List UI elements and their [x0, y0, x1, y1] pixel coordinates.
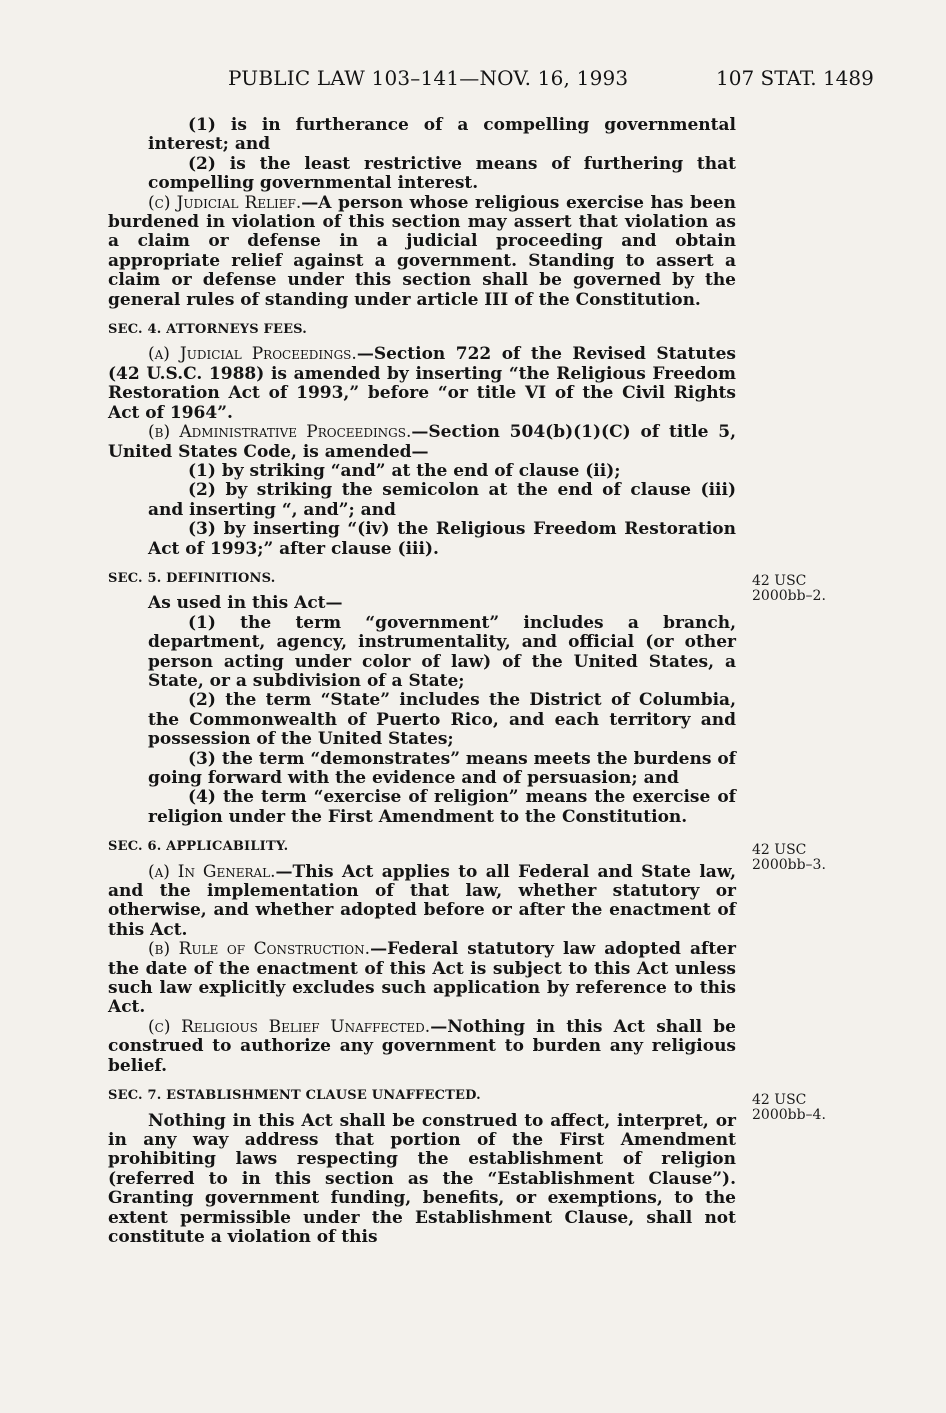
- paragraph-definitions-intro: As used in this Act—: [148, 593, 343, 614]
- paragraph-clause-1: (1) is in furtherance of a compelling governmental interest; and: [148, 115, 736, 155]
- paragraph-judicial-proceedings: [108, 345, 736, 423]
- subsection-heading: (a) In General.: [148, 861, 276, 882]
- paragraph-in-general: [108, 863, 736, 941]
- paragraph-amend-2: (2) by striking the semicolon at the end of clause (iii) and inserting “, and”; and: [148, 480, 736, 520]
- section-heading-5: SEC. 5. DEFINITIONS.: [108, 570, 276, 586]
- paragraph-text: —Nothing in this Act shall be construed to authorize any government to burden any religious belief.: [108, 1016, 736, 1076]
- paragraph-text: —A person whose religious exercise has been burdened in violation of this section may assert that violation as a claim or defense in a judicial proceeding and obtain appropriate relief against a government. Standing to assert a claim or defense under this section shall be governed by the general rules of standing under article III of the Constitution.: [108, 192, 736, 310]
- subsection-heading: (b) Administrative Proceedings.: [148, 422, 412, 443]
- paragraph-judicial-relief: [108, 194, 736, 310]
- subsection-heading: (a) Judicial Proceedings.: [148, 344, 357, 365]
- margin-note-line: 2000bb–4.: [752, 1107, 826, 1123]
- paragraph-text: —This Act applies to all Federal and State law, and the implementation of that law, whether statutory or otherwise, and whether adopted before or after the enactment of this Act.: [108, 861, 736, 940]
- paragraph-definition-3: (3) the term “demonstrates” means meets the burdens of going forward with the evidence and of persuasion; and: [148, 748, 736, 788]
- paragraph-definition-1: (1) the term “government” includes a branch, department, agency, instrumentality, and official (or other person acting under color of law) of the United States, a State, or a subdivision of a State;: [148, 612, 736, 691]
- subsection-heading: (c) Religious Belief Unaffected.: [148, 1016, 431, 1037]
- margin-note-sec5: [752, 574, 826, 604]
- paragraph-text: —Section 722 of the Revised Statutes (42 U.S.C. 1988) is amended by inserting “the Religious Freedom Restoration Act of 1993,” before “or title VI of the Civil Rights Act of 1964”.: [108, 344, 736, 423]
- margin-note-line: 42 USC: [752, 842, 807, 858]
- paragraph-administrative-proceedings: [108, 423, 736, 462]
- paragraph-text: —Section 504(b)(1)(C) of title 5, United States Code, is amended—: [108, 422, 736, 462]
- paragraph-clause-2: (2) is the least restrictive means of furthering that compelling governmental interest.: [148, 153, 736, 194]
- paragraph-text: —Federal statutory law adopted after the date of the enactment of this Act is subject to this Act unless such law explicitly excludes such application by reference to this Act.: [108, 939, 736, 1018]
- subsection-heading: (b) Rule of Construction.: [148, 939, 371, 960]
- paragraph-definition-4: (4) the term “exercise of religion” means the exercise of religion under the First Amendment to the Constitution.: [148, 787, 736, 827]
- paragraph-amend-3: (3) by inserting “(iv) the Religious Freedom Restoration Act of 1993;” after clause (iii).: [148, 519, 736, 559]
- margin-note-line: 2000bb–3.: [752, 857, 826, 873]
- margin-note-line: 2000bb–2.: [752, 588, 826, 604]
- paragraph-establishment-clause: Nothing in this Act shall be construed to affect, interpret, or in any way address that portion of the First Amendment prohibiting laws respecting the establishment of religion (referred to in this section as the “Establishment Clause”). Granting government funding, benefits, or exemptions, to the extent permissible under the Establishment Clause, shall not constitute a violation of this: [108, 1110, 736, 1247]
- running-header-title: PUBLIC LAW 103–141—NOV. 16, 1993: [228, 66, 629, 90]
- section-heading-6: SEC. 6. APPLICABILITY.: [108, 839, 289, 855]
- document-body: [108, 116, 736, 1247]
- paragraph-definition-2: (2) the term “State” includes the District of Columbia, the Commonwealth of Puerto Rico, and each territory and possession of the United States;: [148, 690, 736, 750]
- subsection-heading: (c) Judicial Relief.: [148, 192, 302, 213]
- margin-note-line: 42 USC: [752, 573, 807, 589]
- paragraph-religious-belief: [108, 1018, 736, 1076]
- paragraph-amend-1: (1) by striking “and” at the end of clause (ii);: [188, 460, 621, 481]
- paragraph-rule-of-construction: [108, 940, 736, 1018]
- running-header-stat: 107 STAT. 1489: [716, 66, 874, 90]
- margin-note-sec6: [752, 843, 826, 873]
- margin-note-line: 42 USC: [752, 1092, 807, 1108]
- section-heading-7: SEC. 7. ESTABLISHMENT CLAUSE UNAFFECTED.: [108, 1088, 481, 1104]
- margin-note-sec7: [752, 1093, 826, 1123]
- section-heading-4: SEC. 4. ATTORNEYS FEES.: [108, 322, 308, 338]
